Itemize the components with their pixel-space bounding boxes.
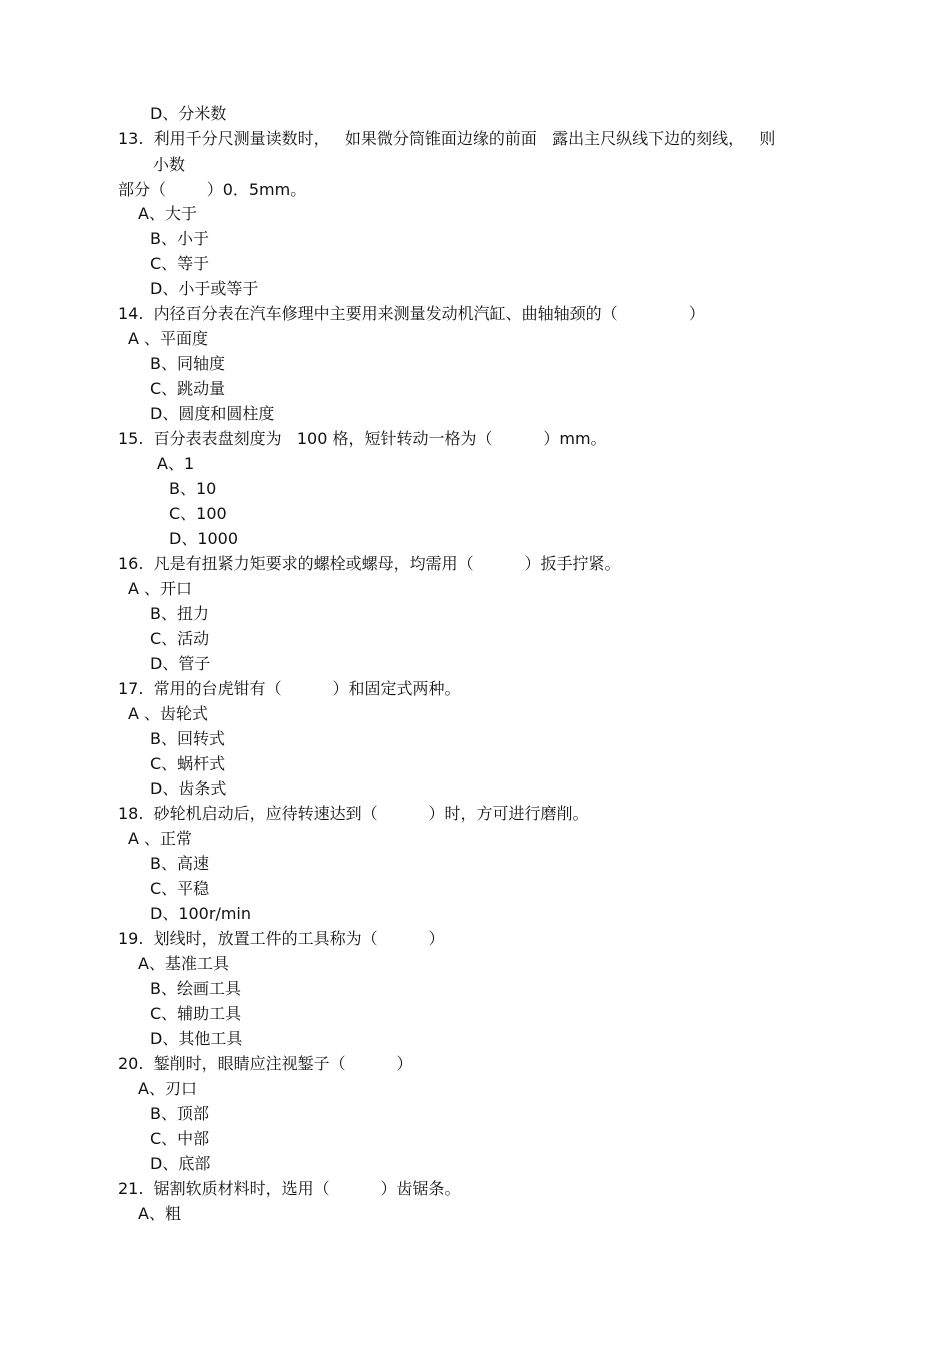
- q19-stem: 19. 划线时，放置工件的工具称为（ ）: [118, 929, 445, 948]
- q19-option-c: C、辅助工具: [150, 1004, 242, 1023]
- q16-option-a: A 、开口: [128, 579, 193, 598]
- q20-option-c: C、中部: [150, 1129, 210, 1148]
- q21-stem: 21. 锯割软质材料时，选用（ ）齿锯条。: [118, 1179, 461, 1198]
- q14-stem: 14. 内径百分表在汽车修理中主要用来测量发动机汽缸、曲轴轴颈的（ ）: [118, 304, 705, 323]
- q15-option-d: D、1000: [169, 529, 239, 548]
- q15-option-a: A、1: [157, 454, 195, 473]
- q12-option-d: D、分米数: [150, 104, 227, 123]
- q15-option-c: C、100: [169, 504, 227, 523]
- q18-option-b: B、高速: [150, 854, 209, 873]
- q16-option-c: C、活动: [150, 629, 210, 648]
- q14-option-b: B、同轴度: [150, 354, 225, 373]
- q13-option-b: B、小于: [150, 229, 209, 248]
- q13-option-d: D、小于或等于: [150, 279, 259, 298]
- q18-stem: 18. 砂轮机启动后，应待转速达到（ ）时，方可进行磨削。: [118, 804, 589, 823]
- q19-option-b: B、绘画工具: [150, 979, 241, 998]
- q17-stem: 17. 常用的台虎钳有（ ）和固定式两种。: [118, 679, 461, 698]
- q17-option-d: D、齿条式: [150, 779, 227, 798]
- q17-option-a: A 、齿轮式: [128, 704, 209, 723]
- q14-option-a: A 、平面度: [128, 329, 209, 348]
- q19-option-d: D、其他工具: [150, 1029, 243, 1048]
- q19-option-a: A、基准工具: [138, 954, 229, 973]
- q14-option-c: C、跳动量: [150, 379, 226, 398]
- q20-option-d: D、底部: [150, 1154, 211, 1173]
- q17-option-c: C、蜗杆式: [150, 754, 226, 773]
- q13-stem-line1: 13. 利用千分尺测量读数时， 如果微分筒锥面边缘的前面 露出主尺纵线下边的刻线， 则: [118, 129, 776, 148]
- q20-stem: 20. 錾削时，眼睛应注视錾子（ ）: [118, 1054, 413, 1073]
- q20-option-b: B、顶部: [150, 1104, 209, 1123]
- q15-stem: 15. 百分表表盘刻度为 100 格，短针转动一格为（ ）mm。: [118, 429, 607, 448]
- q13-stem-line2: 小数: [153, 155, 186, 174]
- q18-option-d: D、100r/min: [150, 904, 252, 923]
- q15-option-b: B、10: [169, 479, 217, 498]
- q16-option-b: B、扭力: [150, 604, 209, 623]
- q17-option-b: B、回转式: [150, 729, 225, 748]
- q21-option-a: A、粗: [138, 1204, 181, 1223]
- q14-option-d: D、圆度和圆柱度: [150, 404, 275, 423]
- q18-option-c: C、平稳: [150, 879, 210, 898]
- q13-option-a: A、大于: [138, 204, 197, 223]
- q16-stem: 16. 凡是有扭紧力矩要求的螺栓或螺母，均需用（ ）扳手拧紧。: [118, 554, 621, 573]
- q13-stem-line3: 部分（ ）0．5mm。: [118, 180, 307, 199]
- q16-option-d: D、管子: [150, 654, 211, 673]
- q20-option-a: A、刃口: [138, 1079, 197, 1098]
- q18-option-a: A 、正常: [128, 829, 193, 848]
- q13-option-c: C、等于: [150, 254, 210, 273]
